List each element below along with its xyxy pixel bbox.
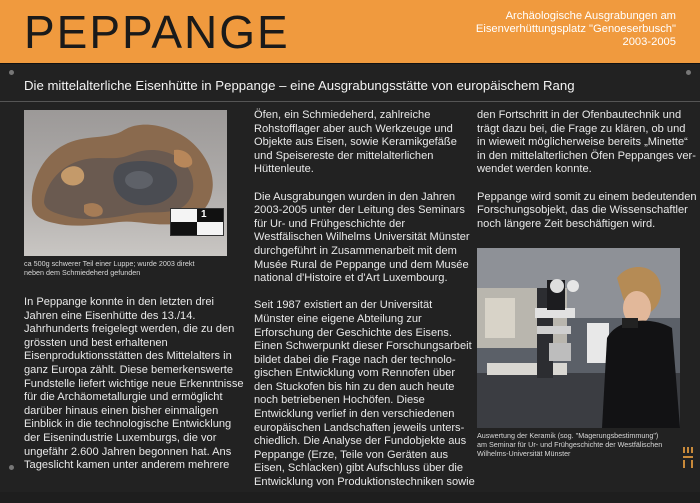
text-line: Westfälischen Wilhelms Universität Münster xyxy=(254,231,470,244)
col2-paragraph-3 xyxy=(254,299,475,489)
caption-line: Wilhelms-Universität Münster xyxy=(477,449,571,458)
text-line: Münster eine eigene Abteilung zur xyxy=(254,312,422,325)
text-line: Entwicklung verlief in den verschiedenen xyxy=(254,408,455,421)
text-line: den Fortschritt in der Ofenbautechnik und xyxy=(477,109,682,121)
text-line: und Speisereste der mittelalterlichen xyxy=(254,149,434,162)
text-line: der Eisenindustrie Luxemburgs, die vor xyxy=(24,431,217,444)
column-3 xyxy=(477,109,697,245)
figure1-caption xyxy=(24,259,234,277)
text-line: europäischen Landschaften jeweils unters- xyxy=(254,421,465,434)
subtitle-line: Eisenverhüttungsplatz "Genoeserbusch" xyxy=(475,23,676,35)
text-line: Peppange (Erze, Teile von Geräten aus xyxy=(254,448,449,461)
text-line: noch längere Zeit beschäftigen wird. xyxy=(477,217,656,230)
text-line: Peppange wird somit zu einem bedeutenden xyxy=(477,190,697,203)
text-line: bildet dabei die Frage nach der technolo- xyxy=(254,353,456,366)
text-line: Forschungsobjekt, das die Wissenschaftler xyxy=(477,204,688,217)
text-line: durchgeführt in Zusammenarbeit mit dem xyxy=(254,244,457,257)
text-line: Erforschung der Geschichte des Eisens. xyxy=(254,326,452,339)
col3-paragraph-1 xyxy=(477,109,696,177)
column-1 xyxy=(24,296,244,486)
col1-paragraph-1 xyxy=(24,296,244,473)
text-line: den Stuckofen bis hin zu den auch heute xyxy=(254,380,455,393)
bloom-photo xyxy=(24,110,227,256)
text-line: Hüttenleute. xyxy=(254,163,314,176)
divider xyxy=(0,101,700,102)
subtitle-line: Archäologische Ausgrabungen am xyxy=(505,10,676,22)
text-line: Rohstofflager aber auch Werkzeuge und xyxy=(254,122,453,135)
header-bar xyxy=(0,0,700,64)
text-line: chiedlich. Die Analyse der Fundobjekte aus xyxy=(254,435,467,448)
text-line: Objekte aus Eisen, sowie Keramikgefäße xyxy=(254,136,457,149)
col2-paragraph-1 xyxy=(254,109,459,177)
subtitle-line: 2003-2005 xyxy=(622,36,676,48)
screw-icon xyxy=(9,70,14,75)
text-line: Eisen, Schlacken) gibt Aufschluss über die xyxy=(254,462,464,475)
text-line: Musée Rural de Peppange und dem Musée xyxy=(254,258,469,271)
caption-line: neben dem Schmiedeherd gefunden xyxy=(24,268,141,277)
text-line: Seit 1987 existiert an der Universität xyxy=(254,299,433,312)
text-line: darüber hinaus einen bisher einmaligen xyxy=(24,404,219,417)
text-line: ungefähr 2.600 Jahren begonnen hat. Ans xyxy=(24,445,232,458)
caption-line: ca 500g schwerer Teil einer Luppe; wurde 2003 direkt xyxy=(24,259,195,268)
text-line: Eisenproduktionsstätten des Mittelalters in xyxy=(24,350,232,363)
text-line: für die Archäometallurgie und ermöglicht xyxy=(24,391,223,404)
university-logo-icon xyxy=(682,447,694,471)
text-line: trägt dazu bei, die Frage zu klären, ob und xyxy=(477,122,686,135)
text-line: grössten und best erhaltenen xyxy=(24,336,168,349)
text-line: Öfen, ein Schmiedeherd, zahlreiche xyxy=(254,109,431,121)
screw-icon xyxy=(686,70,691,75)
text-line: Entwicklung von Produktionstechniken sowie xyxy=(254,476,475,489)
text-line: in wieweit möglicherweise bereits „Minette“ xyxy=(477,136,688,149)
text-line: für Ur- und Frühgeschichte der xyxy=(254,217,406,230)
text-line: wendet werden konnte. xyxy=(477,163,592,176)
header-subtitle xyxy=(416,10,676,49)
text-line: in den mittelalterlichen Öfen Peppanges ver- xyxy=(477,149,696,162)
scale-bar xyxy=(170,208,224,236)
text-line: Tageslicht kamen unter anderem mehrere xyxy=(24,459,230,472)
col2-paragraph-2 xyxy=(254,190,470,286)
page-title: PEPPANGE xyxy=(24,6,290,58)
text-line: ganz Europa zählt. Diese bemerkenswerte xyxy=(24,363,234,376)
text-line: In Peppange konnte in den letzten drei xyxy=(24,296,214,308)
scale-label: 1 xyxy=(201,209,207,220)
text-line: Einen Schwerpunkt dieser Forschungsarbeit xyxy=(254,340,472,353)
lab-photo xyxy=(477,248,680,428)
col3-paragraph-2 xyxy=(477,190,697,232)
text-line: Die Ausgrabungen wurden in den Jahren xyxy=(254,190,456,203)
text-line: 2003-2005 unter der Leitung des Seminars xyxy=(254,204,465,217)
caption-line: Auswertung der Keramik (sog. "Magerungsbestimmung") xyxy=(477,431,659,440)
column-2 xyxy=(254,109,475,503)
text-line: Jahrhunderts freigelegt werden, die zu den xyxy=(24,323,235,336)
headline: Die mittelalterliche Eisenhütte in Peppange – eine Ausgrabungsstätte von europäischem Rang xyxy=(24,78,575,93)
text-line: Fundstelle liefert wichtige neue Erkenntnisse xyxy=(24,377,244,390)
caption-line: am Seminar für Ur- und Frühgeschichte der Westfälischen xyxy=(477,440,663,449)
text-line: gischen Entwicklung vom Rennofen über xyxy=(254,367,456,380)
screw-icon xyxy=(9,465,14,470)
figure2-caption xyxy=(477,431,692,458)
text-line: noch betriebenen Hochöfen. Diese xyxy=(254,394,425,407)
text-line: Einblick in die technologische Entwicklung xyxy=(24,418,232,431)
text-line: national d'Histoire et d'Art Luxembourg. xyxy=(254,272,448,285)
text-line: Jahren eine Eisenhütte des 13./14. xyxy=(24,309,196,322)
